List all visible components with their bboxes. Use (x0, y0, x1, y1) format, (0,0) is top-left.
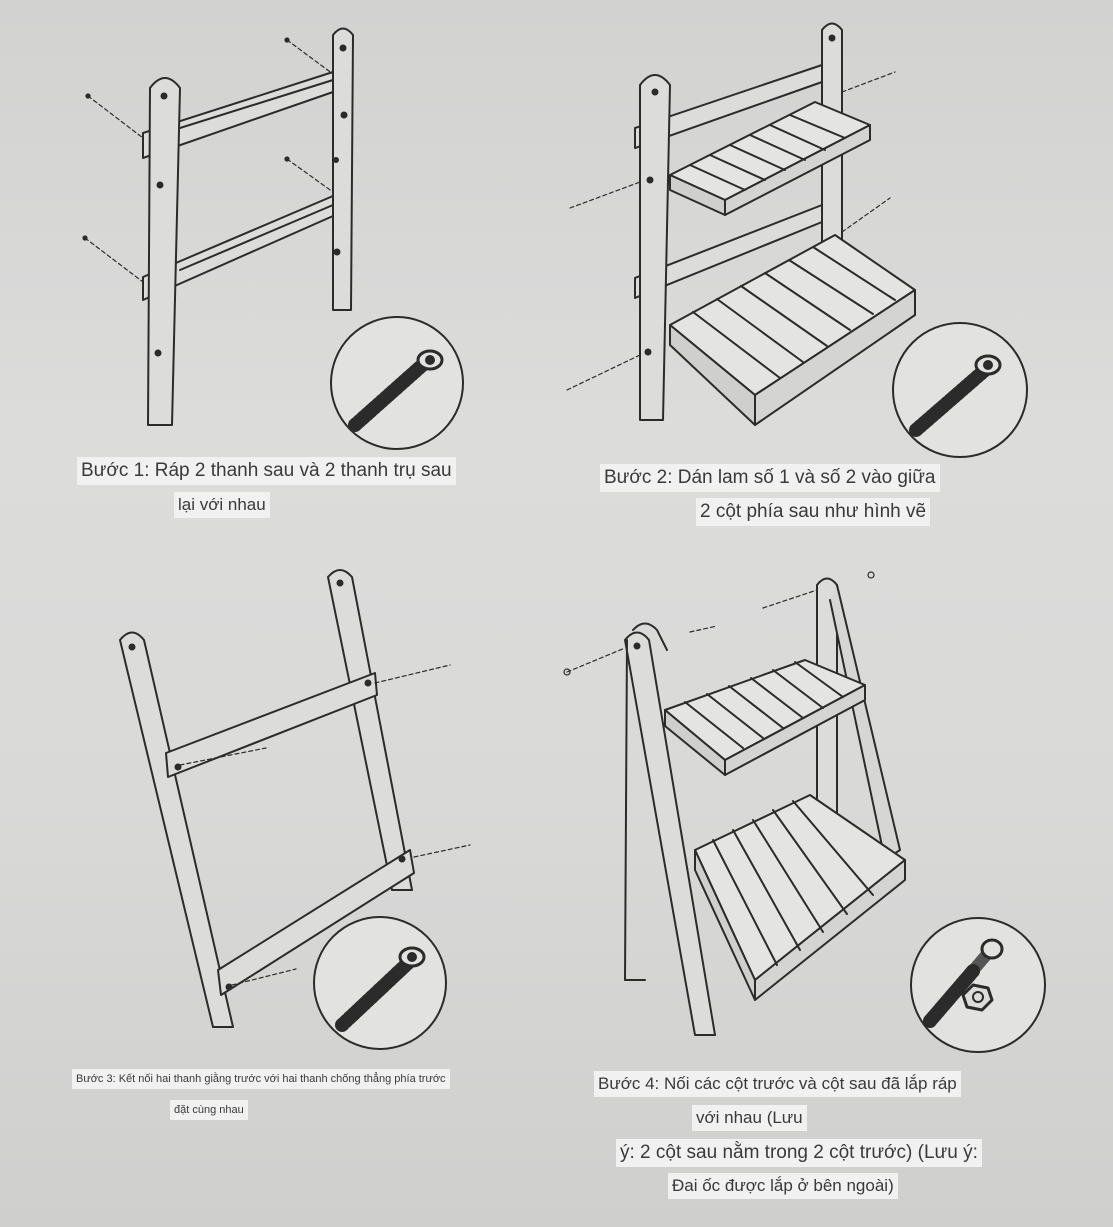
wood-screw-icon (314, 917, 446, 1049)
bolt-and-nut-icon (911, 918, 1045, 1052)
step4-caption-line3: ý: 2 cột sau nằm trong 2 cột trước) (Lưu ý: (616, 1139, 982, 1167)
rear-post-left (640, 75, 670, 420)
front-post-right (328, 570, 412, 890)
step3-caption-line1: Bước 3: Kết nối hai thanh giằng trước với hai thanh chống thẳng phía trước (72, 1069, 450, 1089)
front-post-left (120, 633, 233, 1028)
rear-post-left (148, 78, 180, 425)
step2-caption-line1: Bước 2: Dán lam số 1 và số 2 vào giữa (600, 464, 940, 492)
wood-screw-icon (331, 317, 463, 449)
step4-caption-line2: với nhau (Lưu (692, 1105, 807, 1131)
step1-caption-line1: Bước 1: Ráp 2 thanh sau và 2 thanh trụ sau (77, 457, 456, 485)
front-posts (625, 624, 715, 1036)
step1-caption-line2: lại với nhau (174, 492, 270, 518)
step4-caption-line1: Bước 4: Nối các cột trước và cột sau đã lắp ráp (594, 1071, 961, 1097)
rear-post-right (333, 29, 353, 311)
step4-illustration (555, 560, 1113, 1060)
step3-illustration (0, 555, 540, 1060)
step3-caption-line2: đặt cùng nhau (170, 1100, 248, 1120)
step2-caption-line2: 2 cột phía sau như hình vẽ (696, 498, 930, 526)
lower-shelf (695, 795, 905, 1000)
step2-illustration (545, 0, 1113, 455)
wood-screw-icon (893, 323, 1027, 457)
step4-caption-line4: Đai ốc được lắp ở bên ngoài) (668, 1173, 898, 1199)
screw-guides (83, 38, 333, 282)
step1-illustration (0, 0, 520, 450)
